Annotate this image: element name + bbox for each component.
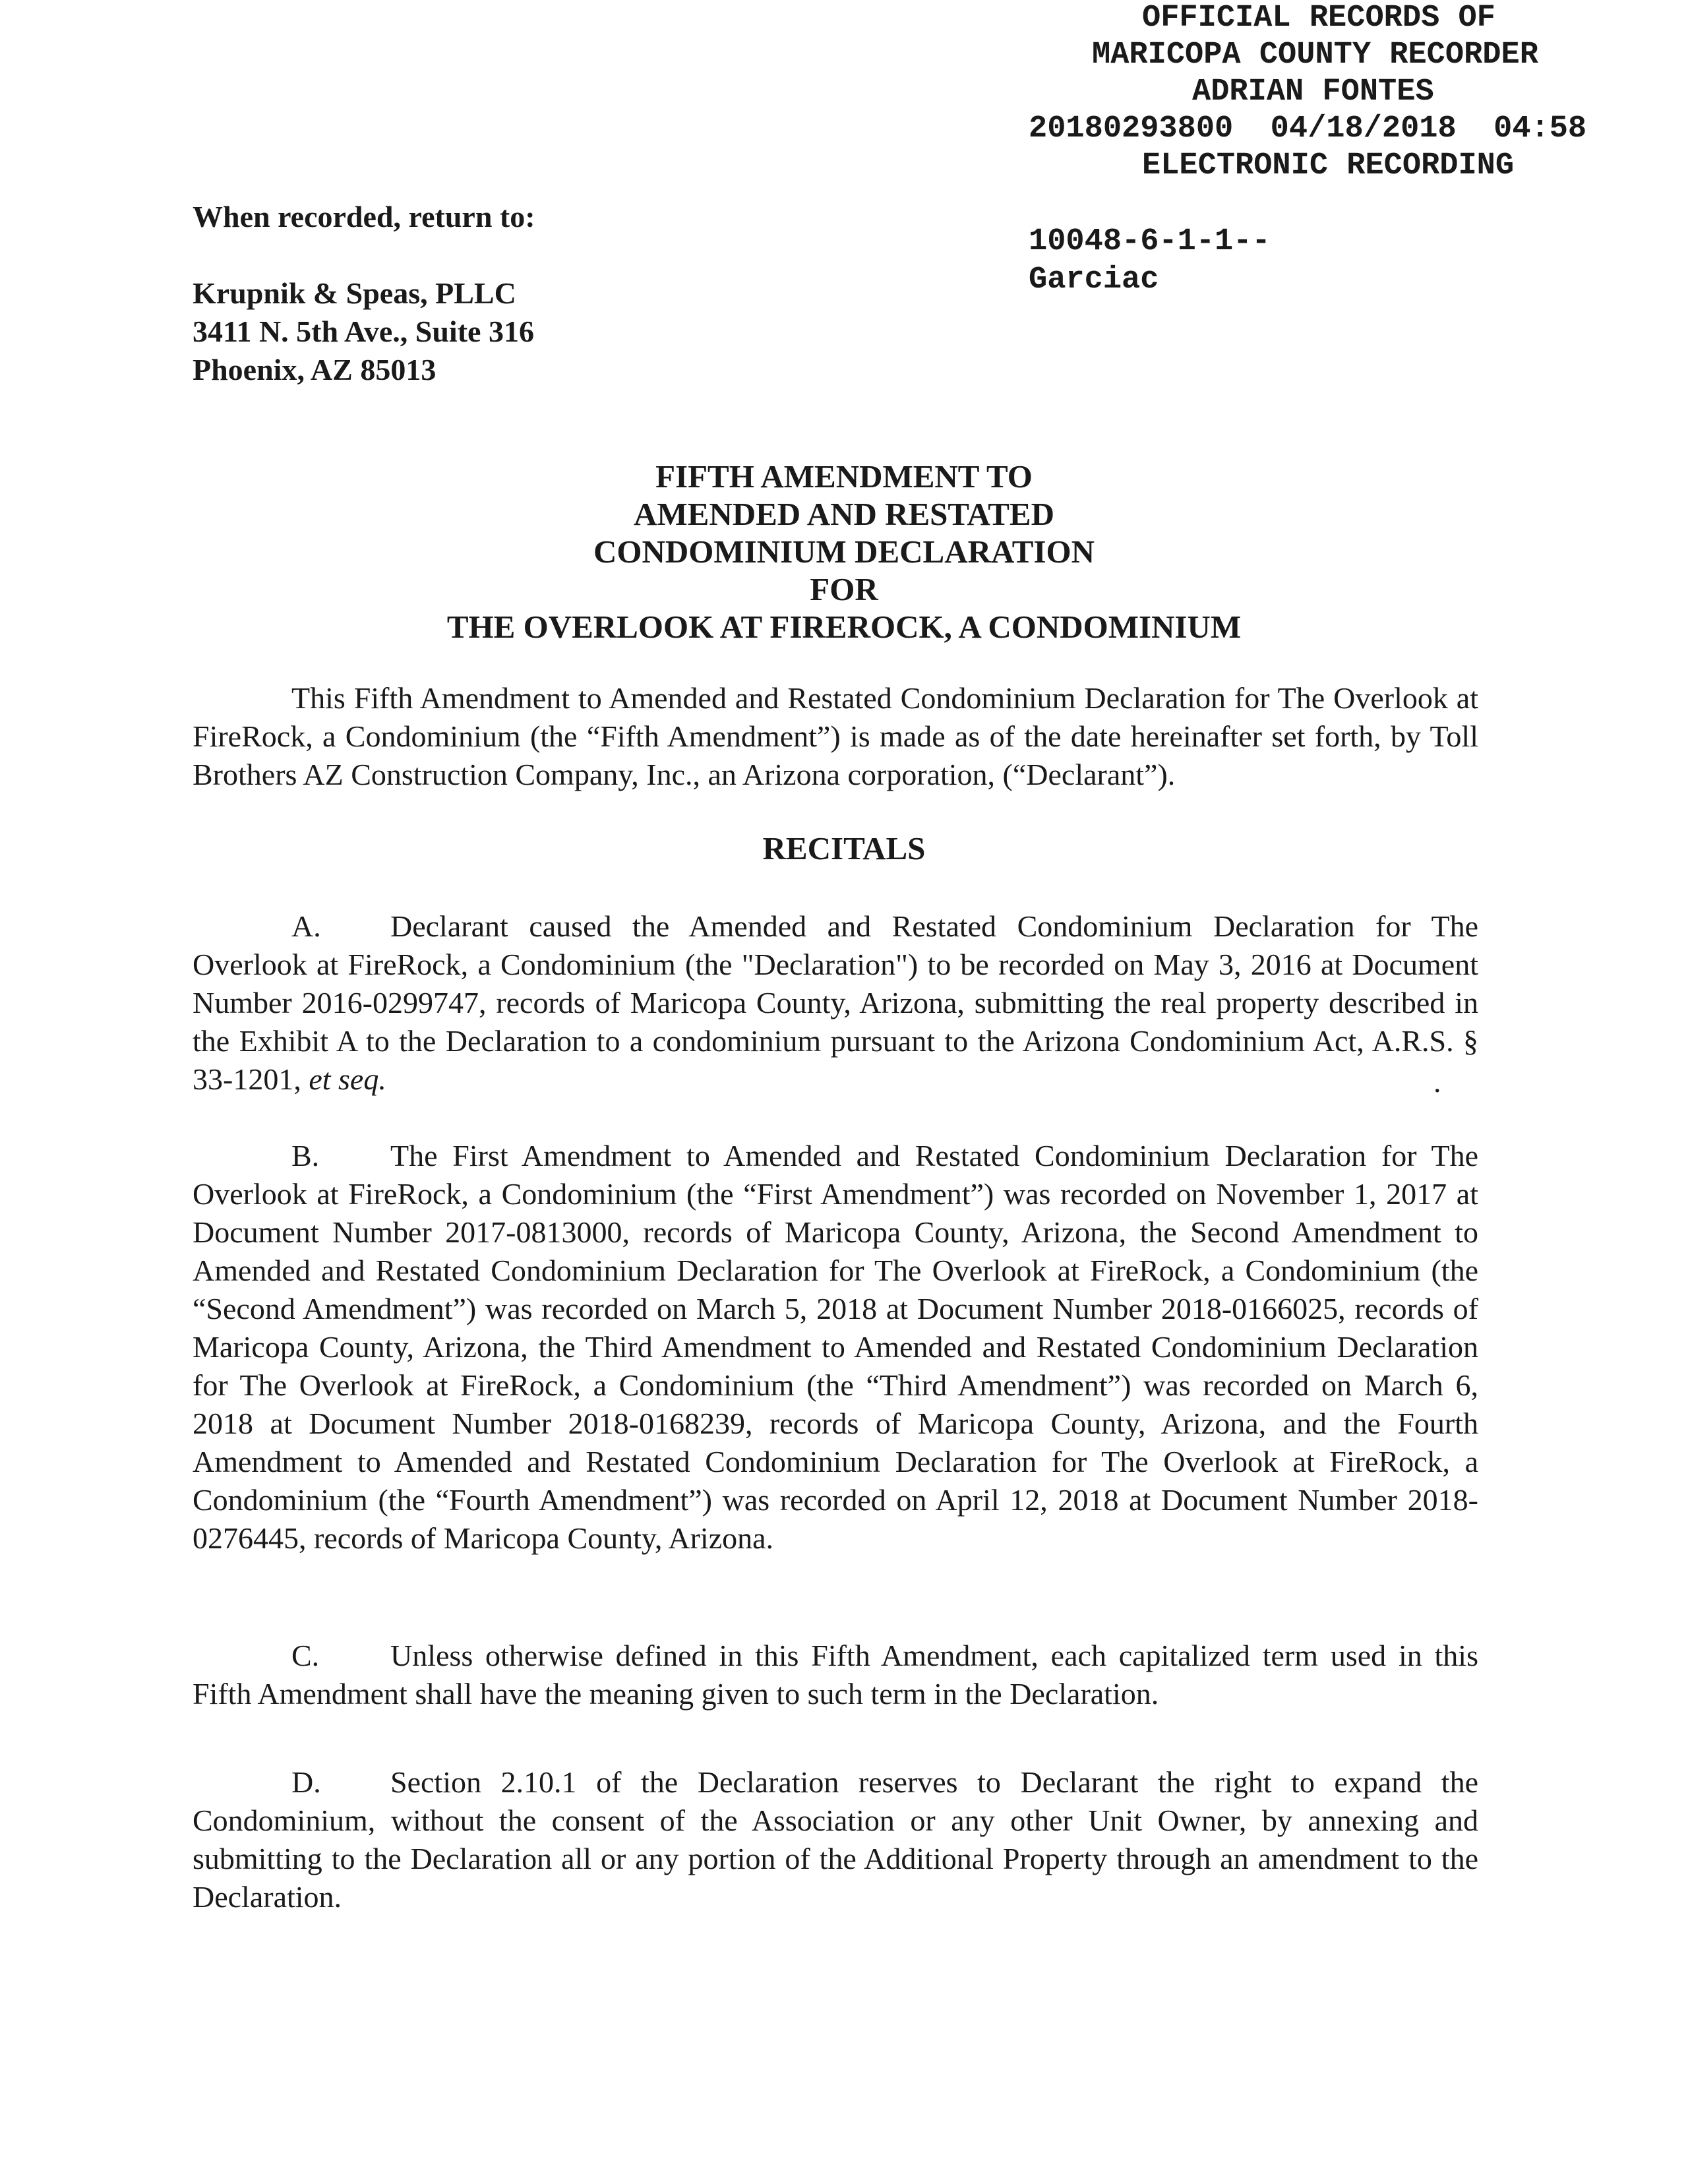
recital-d xyxy=(193,1763,1478,1916)
return-heading: When recorded, return to: xyxy=(193,200,535,233)
scan-artifact-dot: . xyxy=(1433,1065,1441,1099)
stamp-line: MARICOPA COUNTY RECORDER xyxy=(1092,38,1538,73)
title-line: THE OVERLOOK AT FIREROCK, A CONDOMINIUM xyxy=(446,609,1242,645)
return-firm: Krupnik & Speas, PLLC xyxy=(193,276,516,310)
stamp-reference xyxy=(1029,223,1271,299)
stamp-line: OFFICIAL RECORDS OF xyxy=(1142,1,1495,36)
title-line: FIFTH AMENDMENT TO xyxy=(655,458,1033,495)
recital-label: B. xyxy=(291,1139,320,1172)
recital-c xyxy=(193,1637,1478,1713)
title-line: AMENDED AND RESTATED xyxy=(634,496,1054,532)
title-line: FOR xyxy=(810,571,878,607)
recital-text: Declarant caused the Amended and Restated Condominium Declaration for The Overlook at FireRock, a Condominium (the "Declaration") to be recorded on May 3, 2016 at Document Number 2016-0299747, records of Maricopa County, Arizona, submitting the real property described in the Exhibit A to the Declaration to a condominium pursuant to the Arizona Condominium Act, A.R.S. § 33-1201, xyxy=(193,909,1478,1096)
recital-label: C. xyxy=(291,1639,320,1672)
stamp-line: ADRIAN FONTES xyxy=(1192,75,1434,109)
recording-stamp xyxy=(1029,0,1681,185)
stamp-line: ELECTRONIC RECORDING xyxy=(1142,148,1515,183)
recital-italic: et seq. xyxy=(309,1062,386,1096)
return-address-block xyxy=(193,198,535,389)
recital-label: A. xyxy=(291,909,321,943)
stamp-ref-clerk: Garciac xyxy=(1029,262,1159,297)
stamp-ref-number: 10048-6-1-1-- xyxy=(1029,224,1271,259)
recital-a xyxy=(193,907,1478,1099)
title-line: CONDOMINIUM DECLARATION xyxy=(593,533,1095,570)
return-street: 3411 N. 5th Ave., Suite 316 xyxy=(193,315,534,348)
recital-text: The First Amendment to Amended and Restated Condominium Declaration for The Overlook at FireRock, a Condominium (the “First Amendment”) was recorded on November 1, 2017 at Document Number 2017-0813000, records of Maricopa County, Arizona, the Second Amendment to Amended and Restated Condominium Declaration for The Overlook at FireRock, a Condominium (the “Second Amendment”) was recorded on March 5, 2018 at Document Number 2018-0166025, records of Maricopa County, Arizona, the Third Amendment to Amended and Restated Condominium Declaration for The Overlook at FireRock, a Condominium (the “Third Amendment”) was recorded on March 6, 2018 at Document Number 2018-0168239, records of Maricopa County, Arizona, and the Fourth Amendment to Amended and Restated Condominium Declaration for The Overlook at FireRock, a Condominium (the “Fourth Amendment”) was recorded on April 12, 2018 at Document Number 2018-0276445, records of Maricopa County, Arizona. xyxy=(193,1139,1478,1555)
recital-text: Unless otherwise defined in this Fifth Amendment, each capitalized term used in this Fifth Amendment shall have the meaning given to such term in the Declaration. xyxy=(193,1639,1478,1711)
return-city: Phoenix, AZ 85013 xyxy=(193,353,437,386)
recital-b xyxy=(193,1137,1478,1558)
recital-text: Section 2.10.1 of the Declaration reserves to Declarant the right to expand the Condominium, without the consent of the Association or any other Unit Owner, by annexing and submitting to the Declaration all or any portion of the Additional Property through an amendment to the Declaration. xyxy=(193,1765,1478,1914)
recital-label: D. xyxy=(291,1765,321,1799)
stamp-recording-number: 20180293800 04/18/2018 04:58 xyxy=(1029,111,1587,146)
document-title xyxy=(0,458,1688,646)
intro-paragraph: This Fifth Amendment to Amended and Restated Condominium Declaration for The Overlook at FireRock, a Condominium (the “Fifth Amendment”) is made as of the date hereinafter set forth, by Toll Brothers AZ Construction Company, Inc., an Arizona corporation, (“Declarant”). xyxy=(193,681,1478,791)
recitals-heading: RECITALS xyxy=(762,830,926,866)
